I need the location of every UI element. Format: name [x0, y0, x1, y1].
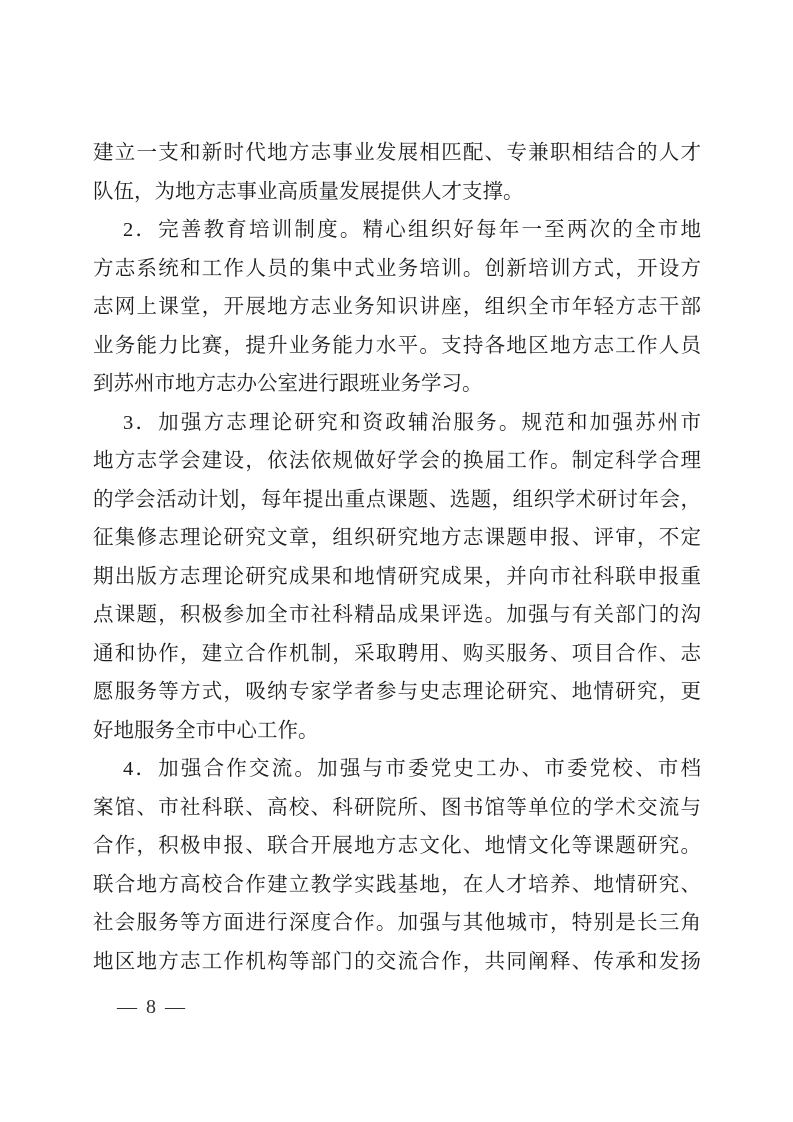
text-line: 征集修志理论研究文章，组织研究地方志课题申报、评审，不定 [93, 527, 701, 549]
text-line-numbered-3: 3．加强方志理论研究和资政辅治服务。规范和加强苏州市 [123, 411, 701, 434]
text-line-numbered-4: 4．加强合作交流。加强与市委党史工办、市委党校、市档 [123, 758, 701, 780]
text-line: 业务能力比赛，提升业务能力水平。支持各地区地方志工作人员 [93, 334, 701, 357]
text-line: 队伍，为地方志事业高质量发展提供人才支撑。 [93, 180, 524, 203]
text-line: 社会服务等方面进行深度合作。加强与其他城市，特别是长三角 [93, 912, 701, 934]
text-line: 案馆、市社科联、高校、科研院所、图书馆等单位的学术交流与 [93, 796, 701, 819]
text-line: 的学会活动计划，每年提出重点课题、选题，组织学术研讨年会， [93, 488, 701, 511]
text-line: 志网上课堂，开展地方志业务知识讲座，组织全市年轻方志干部 [93, 296, 701, 318]
text-line: 联合地方高校合作建立教学实践基地，在人才培养、地情研究、 [93, 873, 701, 896]
text-line: 通和协作，建立合作机制，采取聘用、购买服务、项目合作、志 [93, 642, 701, 665]
text-line-numbered-2: 2．完善教育培训制度。精心组织好每年一至两次的全市地 [123, 219, 701, 241]
text-line: 合作，积极申报、联合开展地方志文化、地情文化等课题研究。 [93, 835, 701, 857]
document-body [93, 134, 701, 981]
text-line: 愿服务等方式，吸纳专家学者参与史志理论研究、地情研究，更 [93, 681, 701, 703]
text-line: 好地服务全市中心工作。 [93, 719, 319, 742]
text-line: 地方志学会建设，依法依规做好学会的换届工作。制定科学合理 [93, 450, 701, 472]
text-line: 期出版方志理论研究成果和地情研究成果，并向市社科联申报重 [93, 565, 701, 588]
text-line: 建立一支和新时代地方志事业发展相匹配、专兼职相结合的人才 [93, 142, 701, 164]
text-line: 点课题，积极参加全市社科精品成果评选。加强与有关部门的沟 [93, 604, 701, 626]
page-number: — 8 — [117, 996, 187, 1018]
text-line: 到苏州市地方志办公室进行跟班业务学习。 [93, 373, 483, 395]
text-line: 方志系统和工作人员的集中式业务培训。创新培训方式，开设方 [93, 257, 701, 280]
text-line: 地区地方志工作机构等部门的交流合作，共同阐释、传承和发扬 [93, 950, 701, 973]
